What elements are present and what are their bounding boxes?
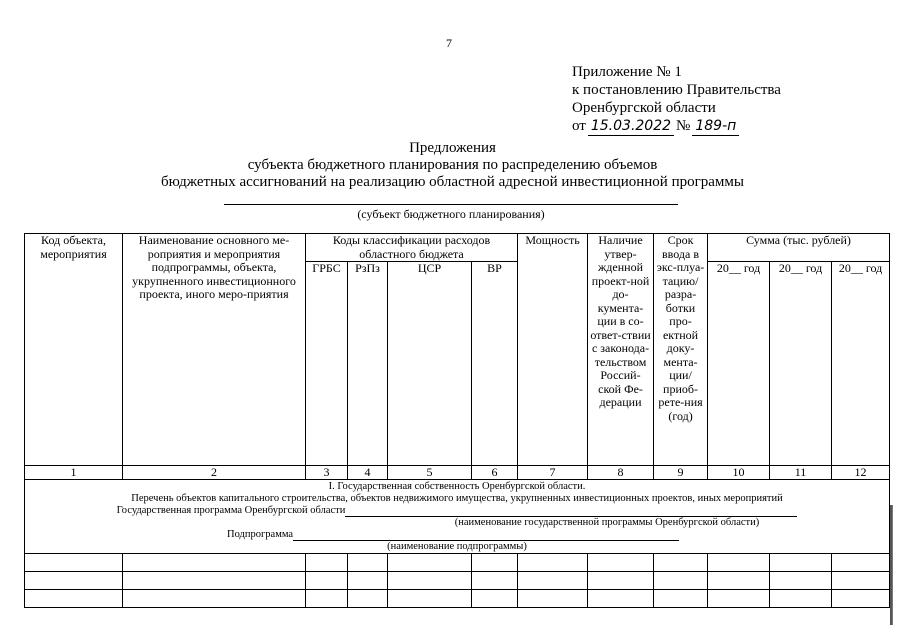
column-numbers-row xyxy=(25,466,890,480)
title-line-3: бюджетных ассигнований на реализацию областной адресной инвестиционной программы xyxy=(161,174,744,190)
table-cell xyxy=(770,554,832,572)
subprogram-line xyxy=(27,529,887,541)
col-number: 11 xyxy=(770,466,832,480)
title-line-2: субъекта бюджетного планирования по распределению объемов xyxy=(247,157,658,173)
number-prefix: № xyxy=(676,118,691,134)
header-sum: Сумма (тыс. рублей) xyxy=(708,234,890,262)
table-cell xyxy=(348,590,388,608)
appendix-block xyxy=(572,63,781,136)
header-vr: ВР xyxy=(472,262,518,466)
header-rzpz: РзПз xyxy=(348,262,388,466)
appendix-date-line xyxy=(572,117,781,136)
table-cell xyxy=(588,590,654,608)
table-cell xyxy=(518,590,588,608)
page-edge-lines xyxy=(890,505,893,625)
program-line xyxy=(27,505,887,517)
table-cell xyxy=(388,590,472,608)
subprogram-label: Подпрограмма xyxy=(227,529,294,540)
col-number: 12 xyxy=(832,466,890,480)
table-cell xyxy=(770,590,832,608)
table-cell xyxy=(306,572,348,590)
table-cell xyxy=(123,590,306,608)
table-cell xyxy=(306,554,348,572)
table-cell xyxy=(472,590,518,608)
section-list-title: Перечень объектов капитального строительства, объектов недвижимого имущества, укрупненных инвестиционных проектов, иных мероприятий xyxy=(131,493,783,504)
col-number: 6 xyxy=(472,466,518,480)
col-number: 3 xyxy=(306,466,348,480)
proposals-table xyxy=(24,233,890,608)
title-line-1: Предложения xyxy=(409,140,496,156)
table-cell xyxy=(654,572,708,590)
header-capacity: Мощность xyxy=(518,234,588,466)
col-number: 8 xyxy=(588,466,654,480)
program-label: Государственная программа Оренбургской области xyxy=(116,505,346,516)
table-cell xyxy=(518,572,588,590)
col-number: 9 xyxy=(654,466,708,480)
table-cell xyxy=(388,554,472,572)
handwritten-date: 15.03.2022 xyxy=(588,117,674,136)
header-budget-codes: Коды классификации расходов областного бюджета xyxy=(306,234,518,262)
header-year-2: 20__ год xyxy=(770,262,832,466)
table-cell xyxy=(388,572,472,590)
table-cell xyxy=(708,590,770,608)
table-cell xyxy=(518,554,588,572)
table-cell xyxy=(832,554,890,572)
document-title xyxy=(0,140,905,191)
table-row xyxy=(25,572,890,590)
subject-caption: (субъект бюджетного планирования) xyxy=(357,207,545,221)
header-grbs: ГРБС xyxy=(306,262,348,466)
program-caption: (наименование государственной программы Оренбургской области) xyxy=(454,517,760,528)
table-cell xyxy=(708,554,770,572)
header-csr: ЦСР xyxy=(388,262,472,466)
table-cell xyxy=(123,554,306,572)
section-title: I. Государственная собственность Оренбургской области. xyxy=(328,481,586,492)
col-number: 5 xyxy=(388,466,472,480)
appendix-line-2: к постановлению Правительства xyxy=(572,82,781,98)
table-cell xyxy=(123,572,306,590)
header-code: Код объекта, мероприятия xyxy=(25,234,123,466)
col-number: 1 xyxy=(25,466,123,480)
table-cell xyxy=(654,590,708,608)
section-row xyxy=(25,480,890,554)
table-cell xyxy=(306,590,348,608)
table-cell xyxy=(832,590,890,608)
subject-fill-line xyxy=(224,204,678,205)
table-row xyxy=(25,590,890,608)
header-docs: Наличие утвер-жденной проект-ной до-кумента-ции в со-ответ-ствии с законода-тельством Россий-ской Фе-дерации xyxy=(588,234,654,466)
table-cell xyxy=(588,554,654,572)
appendix-line-1: Приложение № 1 xyxy=(572,64,682,80)
date-prefix: от xyxy=(572,118,586,134)
table-cell xyxy=(25,554,123,572)
table-cell xyxy=(588,572,654,590)
col-number: 7 xyxy=(518,466,588,480)
header-year-3: 20__ год xyxy=(832,262,890,466)
table-cell xyxy=(25,590,123,608)
table-row xyxy=(25,554,890,572)
table-cell xyxy=(472,554,518,572)
table-cell xyxy=(472,572,518,590)
subprogram-caption: (наименование подпрограммы) xyxy=(387,541,527,552)
table-cell xyxy=(832,572,890,590)
header-term: Срок ввода в экс-плуа-тацию/ разра-ботки про-ектной доку-мента-ции/ приоб-рете-ния (год) xyxy=(654,234,708,466)
header-name: Наименование основного ме-роприятия и мероприятия подпрограммы, объекта, укрупненного инвестиционного проекта, иного меро-приятия xyxy=(123,234,306,466)
header-year-1: 20__ год xyxy=(708,262,770,466)
col-number: 2 xyxy=(123,466,306,480)
handwritten-number: 189-п xyxy=(692,117,739,136)
table-cell xyxy=(348,554,388,572)
program-fill-line xyxy=(345,506,797,517)
table-cell xyxy=(708,572,770,590)
table-cell xyxy=(654,554,708,572)
table-cell xyxy=(348,572,388,590)
appendix-line-3: Оренбургской области xyxy=(572,100,716,116)
table-cell xyxy=(25,572,123,590)
page-number: 7 xyxy=(446,36,452,50)
section-cell xyxy=(25,480,890,554)
table-cell xyxy=(770,572,832,590)
col-number: 4 xyxy=(348,466,388,480)
subprogram-fill-line xyxy=(293,530,679,541)
col-number: 10 xyxy=(708,466,770,480)
